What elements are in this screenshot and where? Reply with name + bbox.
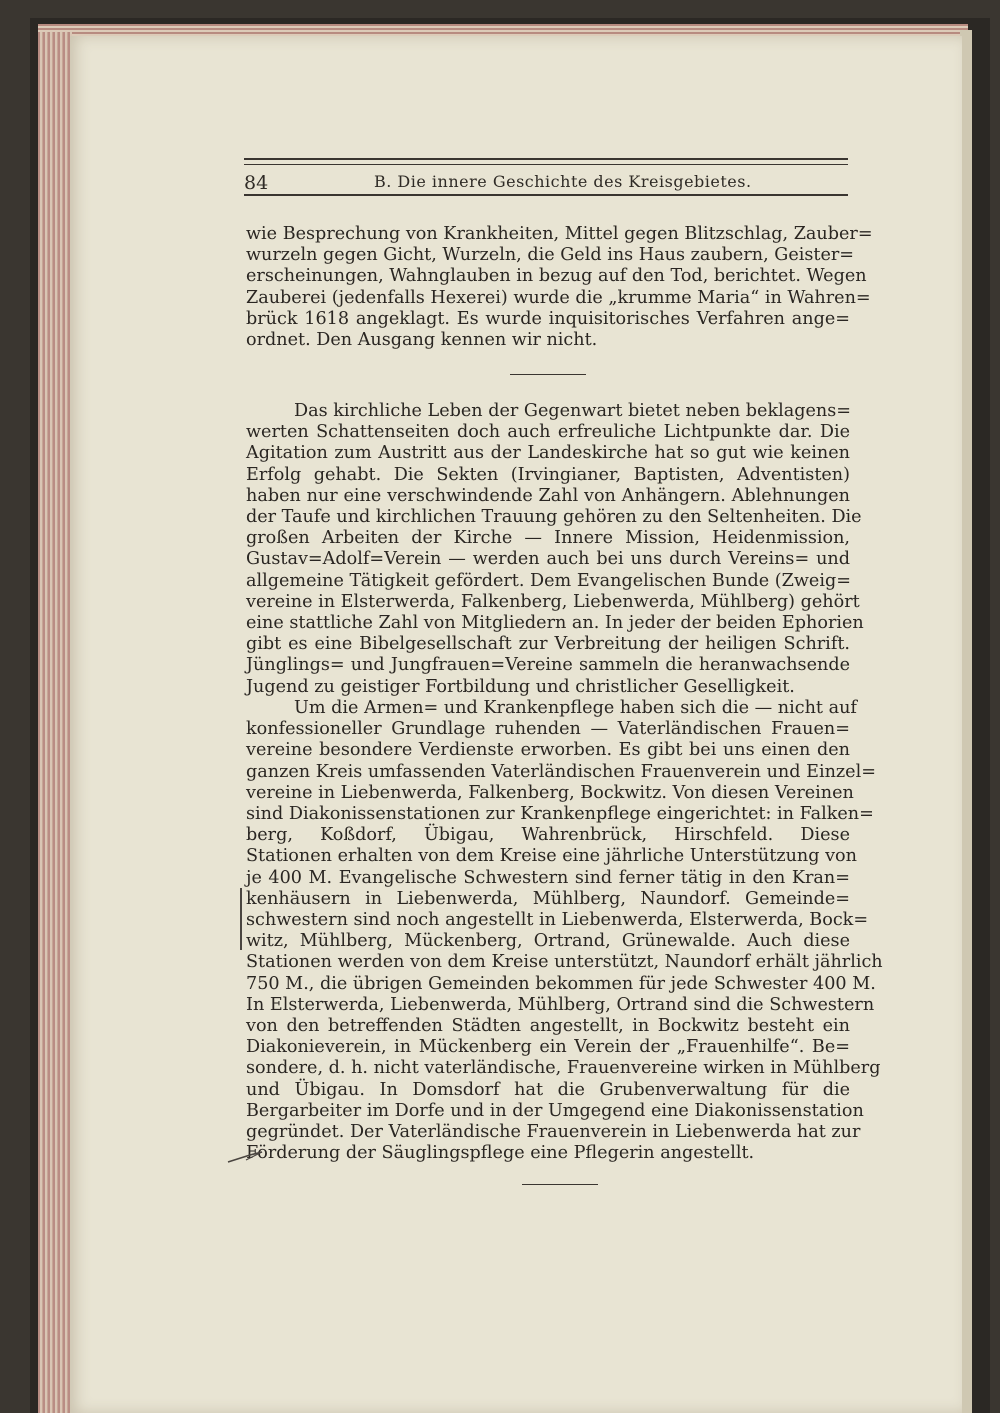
text-line: Zauberei (jedenfalls Hexerei) wurde die „krumme Maria“ in Wahren=: [246, 287, 871, 308]
text-line: und Übigau. In Domsdorf hat die Grubenverwaltung für die: [246, 1079, 850, 1100]
margin-pencil-stroke-icon: [226, 1146, 266, 1166]
text-line: je 400 M. Evangelische Schwestern sind ferner tätig in den Kran=: [246, 867, 850, 888]
text-line: allgemeine Tätigkeit gefördert. Dem Evangelischen Bunde (Zweig=: [246, 570, 851, 591]
text-line: Erfolg gehabt. Die Sekten (Irvingianer, Baptisten, Adventisten): [246, 464, 850, 485]
header-rule-top-thin: [244, 164, 848, 165]
page-edges-left: [38, 32, 72, 1413]
text-line: vereine in Elsterwerda, Falkenberg, Liebenwerda, Mühlberg) gehört: [246, 591, 860, 612]
text-line: witz, Mühlberg, Mückenberg, Ortrand, Grünewalde. Auch diese: [246, 931, 850, 952]
text-line: Diakonieverein, in Mückenberg ein Verein der „Frauenhilfe“. Be=: [246, 1037, 850, 1058]
text-line: konfessioneller Grundlage ruhenden — Vaterländischen Frauen=: [246, 719, 850, 740]
text-line: Um die Armen= und Krankenpflege haben sich die — nicht auf: [294, 698, 857, 718]
margin-pencil-mark: [240, 888, 245, 950]
header-rule-bottom: [244, 194, 848, 196]
text-line: wie Besprechung von Krankheiten, Mittel gegen Blitzschlag, Zauber=: [246, 224, 873, 244]
text-line: ordnet. Den Ausgang kennen wir nicht.: [246, 330, 598, 351]
text-line: Gustav=Adolf=Verein — werden auch bei uns durch Vereins= und: [246, 549, 850, 570]
text-line: großen Arbeiten der Kirche — Innere Mission, Heidenmission,: [246, 528, 850, 549]
text-line: der Taufe und kirchlichen Trauung gehören zu den Seltenheiten. Die: [246, 507, 862, 528]
text-line: brück 1618 angeklagt. Es wurde inquisitorisches Verfahren ange=: [246, 308, 850, 329]
running-head: B. Die innere Geschichte des Kreisgebietes.: [374, 172, 752, 191]
text-line: vereine in Liebenwerda, Falkenberg, Bockwitz. Von diesen Vereinen: [246, 782, 854, 803]
text-line: berg, Koßdorf, Übigau, Wahrenbrück, Hirschfeld. Diese: [246, 825, 850, 846]
text-line: ganzen Kreis umfassenden Vaterländischen Frauenverein und Einzel=: [246, 761, 876, 782]
text-line: gibt es eine Bibelgesellschaft zur Verbreitung der heiligen Schrift.: [246, 634, 850, 655]
text-line: vereine besondere Verdienste erworben. Es gibt bei uns einen den: [246, 740, 850, 761]
text-line: Bergarbeiter im Dorfe und in der Umgegend eine Diakonissenstation: [246, 1100, 864, 1121]
text-line: Stationen erhalten von dem Kreise eine jährliche Unterstützung von: [246, 846, 857, 867]
section-divider: [510, 374, 586, 375]
text-line: von den betreffenden Städten angestellt, in Bockwitz besteht ein: [246, 1016, 850, 1037]
text-line: schwestern sind noch angestellt in Liebenwerda, Elsterwerda, Bock=: [246, 910, 869, 931]
paragraph-superstition: [246, 224, 873, 351]
text-line: Stationen werden von dem Kreise unterstützt, Naundorf erhält jährlich: [246, 952, 883, 973]
text-line: sondere, d. h. nicht vaterländische, Frauenvereine wirken in Mühlberg: [246, 1058, 881, 1079]
text-line: Jugend zu geistiger Fortbildung und christlicher Geselligkeit.: [246, 676, 795, 697]
paragraph-nursing: [246, 698, 883, 1164]
text-line: kenhäusern in Liebenwerda, Mühlberg, Naundorf. Gemeinde=: [246, 888, 850, 909]
text-line: In Elsterwerda, Liebenwerda, Mühlberg, Ortrand sind die Schwestern: [246, 994, 875, 1015]
text-line: Das kirchliche Leben der Gegenwart bietet neben beklagens=: [294, 401, 852, 421]
text-line: sind Diakonissenstationen zur Krankenpflege eingerichtet: in Falken=: [246, 804, 874, 825]
text-line: Jünglings= und Jungfrauen=Vereine sammeln die heranwachsende: [246, 655, 850, 676]
text-line: 750 M., die übrigen Gemeinden bekommen für jede Schwester 400 M.: [246, 973, 876, 994]
paragraph-church-life: [246, 401, 864, 698]
page-number: 84: [244, 172, 269, 194]
header-rule-top: [244, 158, 848, 160]
text-line: eine stattliche Zahl von Mitgliedern an. In jeder der beiden Ephorien: [246, 613, 864, 634]
text-line: Agitation zum Austritt aus der Landeskirche hat so gut wie keinen: [246, 443, 850, 464]
text-line: erscheinungen, Wahnglauben in bezug auf den Tod, berichtet. Wegen: [246, 266, 867, 287]
page-header: [244, 158, 848, 198]
text-line: haben nur eine verschwindende Zahl von Anhängern. Ablehnungen: [246, 485, 850, 506]
text-line: gegründet. Der Vaterländische Frauenverein in Liebenwerda hat zur: [246, 1122, 861, 1143]
end-divider: [522, 1184, 598, 1185]
text-line: wurzeln gegen Gicht, Wurzeln, die Geld ins Haus zaubern, Geister=: [246, 245, 855, 266]
text-line: Förderung der Säuglingspflege eine Pflegerin angestellt.: [246, 1143, 755, 1164]
text-line: werten Schattenseiten doch auch erfreuliche Lichtpunkte dar. Die: [246, 422, 850, 443]
